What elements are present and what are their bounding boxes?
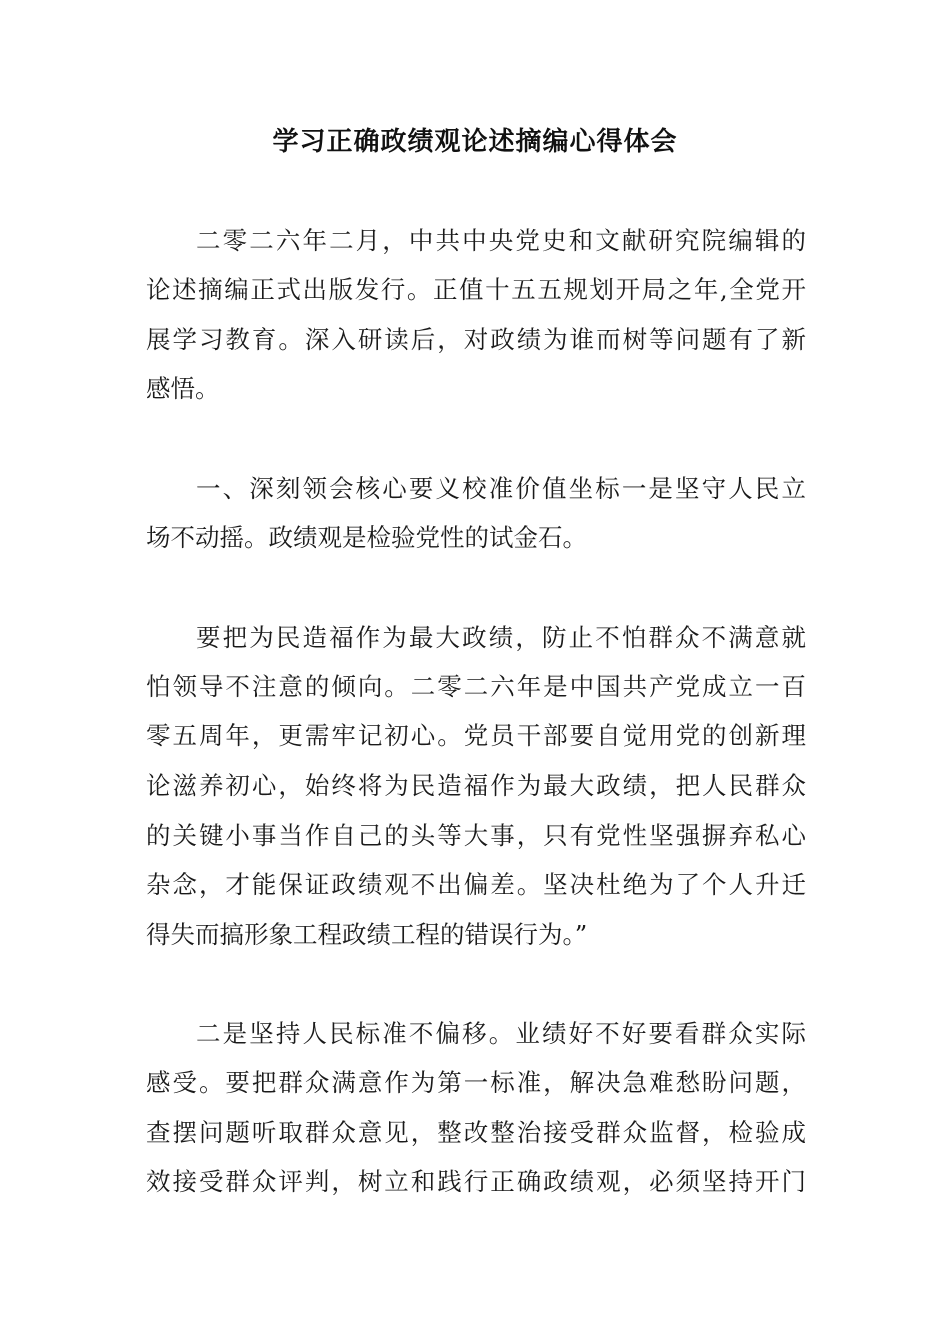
paragraph-3-line-1: 要把为民造福作为最大政绩，防止不怕群众不满意就 [196, 623, 806, 652]
paragraph-1-line-1: 二零二六年二月，中共中央党史和文献研究院编辑的 [196, 226, 806, 255]
paragraph-3-line-3: 零五周年，更需牢记初心。党员干部要自觉用党的创新理 [146, 721, 806, 750]
paragraph-1-line-3: 展学习教育。深入研读后，对政绩为谁而树等问题有了新 [146, 325, 806, 354]
paragraph-4-line-3: 查摆问题听取群众意见，整改整治接受群众监督，检验成 [146, 1118, 806, 1147]
paragraph-3-line-6: 杂念，才能保证政绩观不出偏差。坚决杜绝为了个人升迁 [146, 870, 806, 899]
paragraph-2-line-1: 一、深刻领会核心要义校准价值坐标一是坚守人民立 [196, 474, 806, 503]
paragraph-4-line-2: 感受。要把群众满意作为第一标准，解决急难愁盼问题， [146, 1068, 806, 1097]
paragraph-2-line-2: 场不动摇。政绩观是检验党性的试金石。 [146, 523, 587, 552]
paragraph-4-line-4: 效接受群众评判，树立和践行正确政绩观，必须坚持开门 [146, 1167, 806, 1196]
paragraph-3-line-7: 得失而搞形象工程政绩工程的错误行为。” [146, 920, 588, 949]
paragraph-4-line-1: 二是坚持人民标准不偏移。业绩好不好要看群众实际 [196, 1019, 806, 1048]
document-title: 学习正确政绩观论述摘编心得体会 [272, 127, 678, 157]
paragraph-1-line-2: 论述摘编正式出版发行。正值十五五规划开局之年,全党开 [146, 275, 806, 304]
paragraph-3-line-4: 论滋养初心，始终将为民造福作为最大政绩，把人民群众 [146, 771, 806, 800]
paragraph-3-line-5: 的关键小事当作自己的头等大事，只有党性坚强摒弃私心 [146, 821, 806, 850]
paragraph-3-line-2: 怕领导不注意的倾向。二零二六年是中国共产党成立一百 [146, 672, 806, 701]
paragraph-1-line-4: 感悟。 [146, 374, 220, 403]
